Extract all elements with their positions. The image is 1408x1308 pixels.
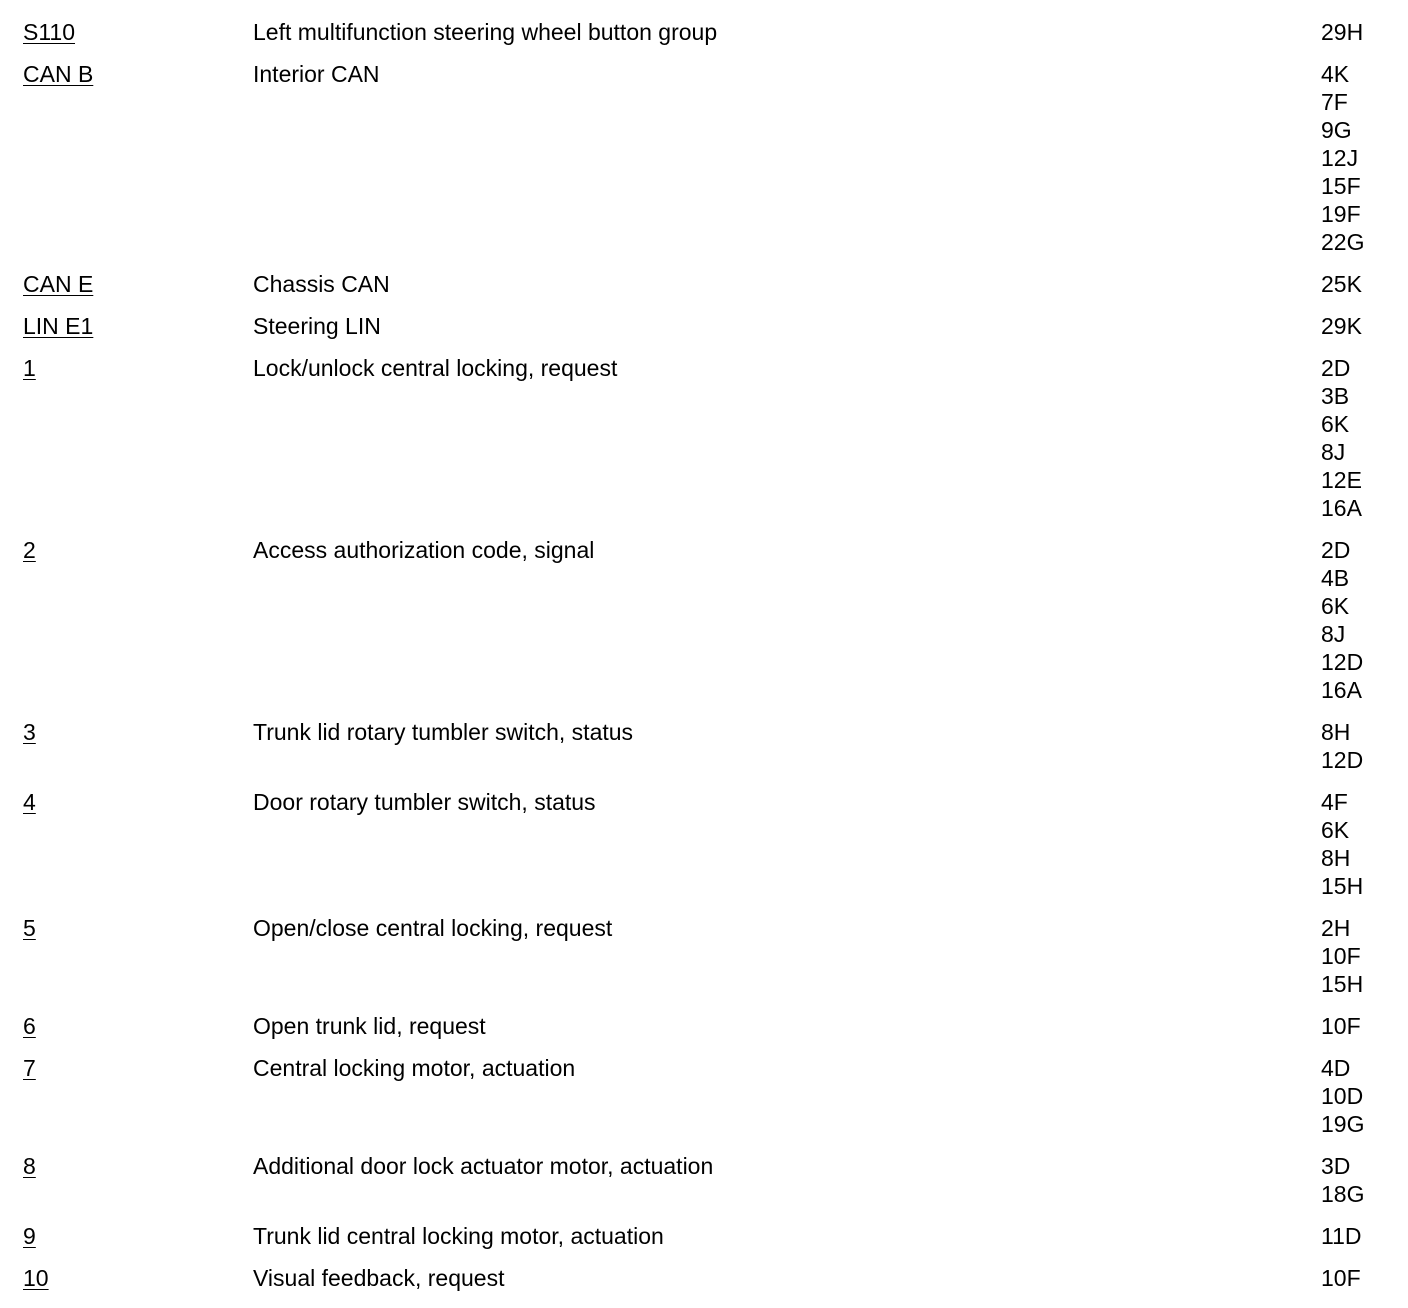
grid-ref: 18G: [1321, 1181, 1365, 1207]
grid-ref: 8H: [1321, 845, 1351, 871]
grid-ref: 12D: [1321, 747, 1364, 773]
legend-refs: [1321, 60, 1408, 256]
legend-row: [0, 60, 1408, 270]
grid-ref: 25K: [1321, 271, 1362, 297]
legend-description: Door rotary tumbler switch, status: [253, 789, 596, 815]
legend-row: [0, 914, 1408, 1012]
grid-ref: 2D: [1321, 537, 1351, 563]
legend-refs: [1321, 536, 1408, 704]
grid-ref: 4F: [1321, 789, 1348, 815]
legend-refs: [1321, 914, 1408, 998]
grid-ref: 4D: [1321, 1055, 1351, 1081]
legend-description: Additional door lock actuator motor, actuation: [253, 1153, 714, 1179]
grid-ref: 12D: [1321, 649, 1364, 675]
grid-ref: 7F: [1321, 89, 1348, 115]
grid-ref: 6K: [1321, 411, 1350, 437]
grid-ref: 19G: [1321, 1111, 1365, 1137]
grid-ref: 10F: [1321, 1013, 1361, 1039]
legend-description: Open/close central locking, request: [253, 915, 613, 941]
grid-ref: 2H: [1321, 915, 1351, 941]
grid-ref: 10F: [1321, 943, 1361, 969]
legend-code-link[interactable]: 9: [23, 1223, 36, 1249]
grid-ref: 10D: [1321, 1083, 1364, 1109]
legend-refs: [1321, 1054, 1408, 1138]
legend-code-link[interactable]: 10: [23, 1265, 49, 1291]
grid-ref: 4K: [1321, 61, 1350, 87]
grid-ref: 15H: [1321, 971, 1364, 997]
legend-row: [0, 312, 1408, 354]
grid-ref: 9G: [1321, 117, 1352, 143]
legend-refs: [1321, 1152, 1408, 1208]
legend-row: [0, 788, 1408, 914]
grid-ref: 19F: [1321, 201, 1361, 227]
legend-code-link[interactable]: CAN E: [23, 271, 94, 297]
grid-ref: 6K: [1321, 593, 1350, 619]
legend-row: [0, 18, 1408, 60]
legend-refs: [1321, 1012, 1408, 1040]
legend-row: [0, 1222, 1408, 1264]
legend-code-link[interactable]: 5: [23, 915, 36, 941]
legend-code-link[interactable]: 3: [23, 719, 36, 745]
legend-refs: [1321, 312, 1408, 340]
legend-row: [0, 1012, 1408, 1054]
legend-code-link[interactable]: 8: [23, 1153, 36, 1179]
grid-ref: 16A: [1321, 677, 1362, 703]
legend-table: [0, 18, 1408, 1306]
legend-refs: [1321, 270, 1408, 298]
grid-ref: 2D: [1321, 355, 1351, 381]
legend-description: Chassis CAN: [253, 271, 390, 297]
legend-description: Lock/unlock central locking, request: [253, 355, 618, 381]
grid-ref: 15H: [1321, 873, 1364, 899]
legend-refs: [1321, 1264, 1408, 1292]
legend-row: [0, 536, 1408, 718]
legend-description: Trunk lid central locking motor, actuation: [253, 1223, 664, 1249]
legend-row: [0, 354, 1408, 536]
grid-ref: 4B: [1321, 565, 1350, 591]
grid-ref: 15F: [1321, 173, 1361, 199]
grid-ref: 12E: [1321, 467, 1362, 493]
grid-ref: 8J: [1321, 439, 1346, 465]
legend-refs: [1321, 788, 1408, 900]
legend-code-link[interactable]: LIN E1: [23, 313, 94, 339]
grid-ref: 29K: [1321, 313, 1362, 339]
legend-code-link[interactable]: 1: [23, 355, 36, 381]
grid-ref: 11D: [1321, 1223, 1362, 1249]
legend-description: Steering LIN: [253, 313, 381, 339]
grid-ref: 3D: [1321, 1153, 1351, 1179]
legend-row: [0, 270, 1408, 312]
grid-ref: 22G: [1321, 229, 1365, 255]
legend-code-link[interactable]: 7: [23, 1055, 36, 1081]
grid-ref: 29H: [1321, 19, 1364, 45]
legend-code-link[interactable]: S110: [23, 19, 76, 45]
grid-ref: 10F: [1321, 1265, 1361, 1291]
legend-row: [0, 718, 1408, 788]
legend-description: Left multifunction steering wheel button group: [253, 19, 718, 45]
legend-code-link[interactable]: CAN B: [23, 61, 94, 87]
legend-description: Interior CAN: [253, 61, 380, 87]
legend-refs: [1321, 354, 1408, 522]
grid-ref: 8H: [1321, 719, 1351, 745]
grid-ref: 16A: [1321, 495, 1362, 521]
legend-refs: [1321, 1222, 1408, 1250]
legend-refs: [1321, 718, 1408, 774]
legend-row: [0, 1264, 1408, 1306]
grid-ref: 12J: [1321, 145, 1359, 171]
legend-row: [0, 1054, 1408, 1152]
legend-code-link[interactable]: 2: [23, 537, 36, 563]
legend-code-link[interactable]: 4: [23, 789, 36, 815]
legend-description: Visual feedback, request: [253, 1265, 505, 1291]
legend-code-link[interactable]: 6: [23, 1013, 36, 1039]
grid-ref: 6K: [1321, 817, 1350, 843]
grid-ref: 8J: [1321, 621, 1346, 647]
legend-refs: [1321, 18, 1408, 46]
legend-description: Trunk lid rotary tumbler switch, status: [253, 719, 634, 745]
legend-description: Access authorization code, signal: [253, 537, 595, 563]
legend-description: Open trunk lid, request: [253, 1013, 486, 1039]
grid-ref: 3B: [1321, 383, 1350, 409]
legend-description: Central locking motor, actuation: [253, 1055, 576, 1081]
legend-row: [0, 1152, 1408, 1222]
